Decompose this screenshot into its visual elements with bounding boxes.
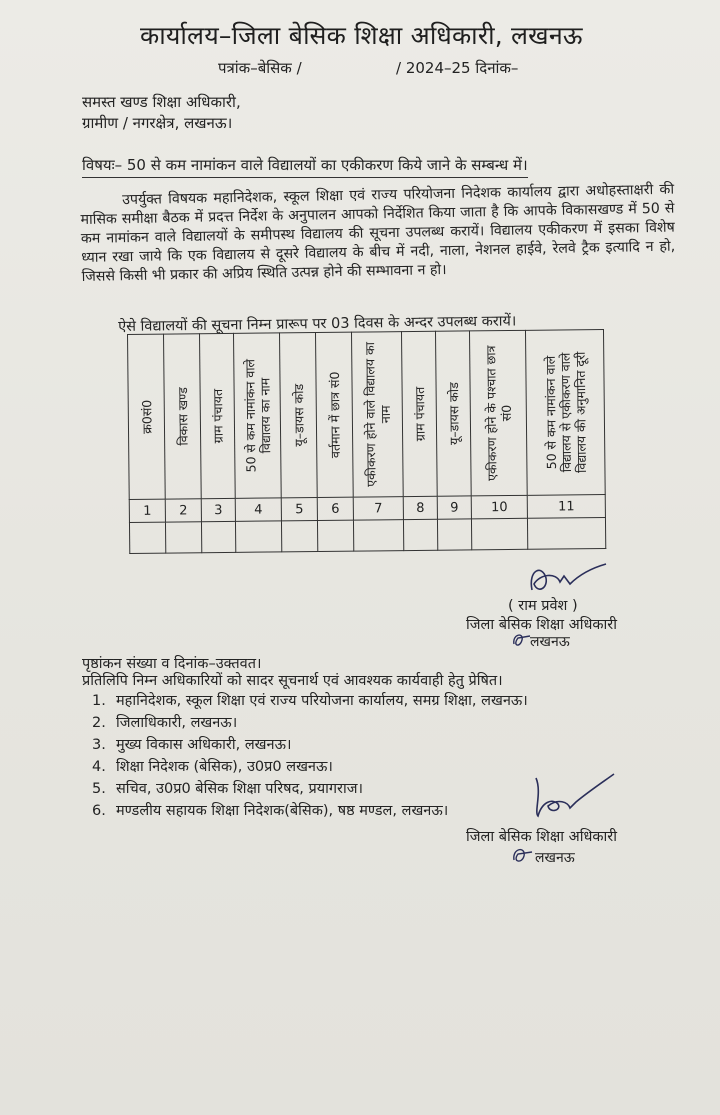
signatory-title: जिला बेसिक शिक्षा अधिकारी [466,617,617,633]
table-number-cell: 3 [201,498,235,521]
table-number-cell: 7 [353,497,403,521]
endorsement-line: पृष्ठांकन संख्या व दिनांक–उक्तवत। [82,656,262,672]
list-item: 2. जिलाधिकारी, लखनऊ। [92,715,238,731]
instruction-line: ऐसे विद्यालयों की सूचना निम्न प्रारूप पर 03 दिवस के अन्दर उपलब्ध करायें। [118,313,517,335]
table-header-cell: वर्तमान में छात्र सं0 [315,332,353,497]
list-item: 3. मुख्य विकास अधिकारी, लखनऊ। [92,737,292,753]
table-empty-row [129,517,605,553]
signatory-title-2: जिला बेसिक शिक्षा अधिकारी [466,829,617,845]
table-header-cell: ग्राम पंचायत [200,333,236,498]
signatory-place: लखनऊ [530,634,570,650]
table-header-cell: एकीकरण होने के पश्चात छात्र सं0 [469,330,527,496]
table-header-cell: यू–डायस कोड [435,331,471,496]
table-number-cell: 5 [281,498,317,521]
table-number-cell: 4 [235,498,281,521]
table-number-cell: 2 [165,499,201,522]
addressee-line-2: ग्रामीण / नगरक्षेत्र, लखनऊ। [82,114,233,132]
list-item: 5. सचिव, उ0प्र0 बेसिक शिक्षा परिषद, प्रयागराज। [92,781,363,797]
format-table [127,329,605,554]
table-number-cell: 1 [129,499,165,522]
table-number-cell: 10 [471,495,527,519]
initial-mark-2 [510,844,536,866]
reference-number: पत्रांक–बेसिक / [218,59,302,77]
table-number-cell: 11 [527,495,605,519]
signature-mark-2 [528,772,618,822]
table-header-cell: 50 से कम नामांकन वाले विद्यालय का नाम [233,333,281,498]
list-item: 6. मण्डलीय सहायक शिक्षा निदेशक(बेसिक), षष्ठ मण्डल, लखनऊ। [92,803,449,819]
signatory-name: ( राम प्रवेश ) [508,598,578,614]
table-number-cell: 9 [437,496,471,519]
table-header-cell: विकास खण्ड [164,334,202,499]
reference-date: / 2024–25 दिनांक– [396,59,519,77]
body-paragraph [80,181,676,287]
signatory-place-2: लखनऊ [535,850,575,866]
table-number-cell: 8 [403,496,437,519]
table-header-cell: ग्राम पंचायत [401,331,437,496]
letterhead-title: कार्यालय–जिला बेसिक शिक्षा अधिकारी, लखनऊ [140,21,583,50]
body-paragraph-text: उपर्युक्त विषयक महानिदेशक, स्कूल शिक्षा एवं राज्य परियोजना निदेशक कार्यालय द्वारा अधोहस्ताक्षरी की मासिक समीक्षा बैठक में प्रदत्त निर्देश के अनुपालन आपको निर्देशित किया जाता है कि आपके विकासखण्ड में 50 से कम नामांकन वाले विद्यालयों के समीपस्थ विद्यालय की सूचना उपलब्ध करायें। विद्यालय एकीकरण में इसका विशेष ध्यान रखा जाये कि एक विद्यालय से दूसरे विद्यालय के बीच में नदी, नाला, नेशनल हाईवे, रेलवे ट्रैक इत्यादि न हो, जिससे किसी भी प्रकार की अप्रिय स्थिति उत्पन्न होने की सम्भावना न हो। [80,181,676,285]
table-header-row [128,330,606,500]
list-item: 4. शिक्षा निदेशक (बेसिक), उ0प्र0 लखनऊ। [92,759,333,775]
copy-intro: प्रतिलिपि निम्न अधिकारियों को सादर सूचनार्थ एवं आवश्यक कार्यवाही हेतु प्रेषित। [82,673,503,689]
subject-line: विषयः– 50 से कम नामांकन वाले विद्यालयों का एकीकरण किये जाने के सम्बन्ध में। [82,155,528,178]
list-item: 1. महानिदेशक, स्कूल शिक्षा एवं राज्य परियोजना कार्यालय, समग्र शिक्षा, लखनऊ। [92,693,528,709]
table-number-cell: 6 [317,497,353,520]
signature-mark [520,560,610,600]
table-header-cell: क्र0सं0 [128,334,166,499]
table-header-cell: एकीकरण होने वाले विद्यालय का नाम [351,332,403,498]
addressee-line-1: समस्त खण्ड शिक्षा अधिकारी, [82,93,241,111]
copy-list [92,690,528,822]
table-header-cell: यू–डायस कोड [279,333,317,498]
table-header-cell: 50 से कम नामांकन वाले विद्यालय से एकीकरण वाले विद्यालय की अनुमानित दूरी [525,330,605,496]
